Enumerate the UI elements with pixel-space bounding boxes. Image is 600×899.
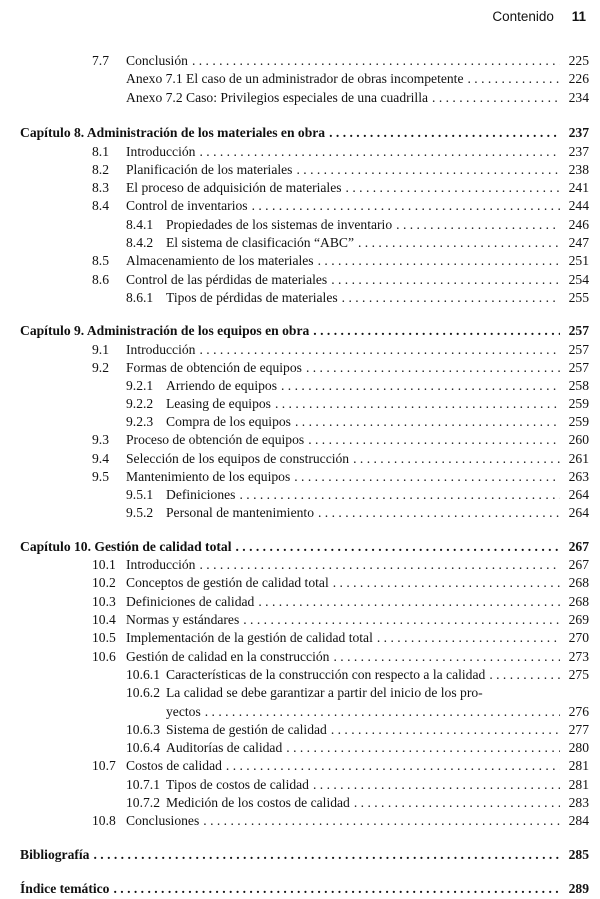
toc-entry-title: Gestión de calidad en la construcción [126, 649, 330, 664]
dot-leader [275, 395, 560, 413]
toc-entry-number: 10.6.1 [126, 667, 160, 682]
toc-entry [0, 197, 600, 215]
toc-entry [0, 377, 600, 395]
toc-entry [0, 468, 600, 486]
toc-entry-page: 259 [568, 414, 589, 429]
toc-entry-number: 10.6 [92, 649, 116, 664]
dot-leader [318, 252, 560, 270]
toc-entry-page: 257 [568, 360, 589, 375]
dot-leader [313, 776, 560, 794]
toc-entry-number: 8.2 [92, 162, 109, 177]
toc-entry-title: Planificación de los materiales [126, 162, 293, 177]
toc-entry [0, 179, 600, 197]
toc-entry [0, 666, 600, 684]
toc-entry-number: 8.3 [92, 180, 109, 195]
toc-entry-title: Introducción [126, 557, 196, 572]
dot-leader [286, 739, 560, 757]
toc-entry-number: 8.4 [92, 198, 109, 213]
toc-entry-title: Medición de los costos de calidad [166, 795, 350, 810]
dot-leader [199, 341, 560, 359]
dot-leader [346, 179, 560, 197]
toc-entry-page: 275 [568, 667, 589, 682]
toc-entry-title: Proceso de obtención de equipos [126, 432, 305, 447]
toc-entry [0, 431, 600, 449]
toc-entry-page: 261 [568, 451, 589, 466]
dot-leader [199, 143, 560, 161]
toc-chapter-entry [0, 538, 600, 556]
dot-leader [226, 757, 560, 775]
toc-entry-title: Leasing de equipos [166, 396, 271, 411]
toc-entry [0, 271, 600, 289]
toc-entry-number: 9.2.1 [126, 378, 154, 393]
toc-entry-page: 246 [568, 217, 589, 232]
dot-leader [342, 289, 560, 307]
toc-entry [0, 216, 600, 234]
toc-entry-page: 260 [568, 432, 589, 447]
toc-entry-page: 263 [568, 469, 589, 484]
toc-entry-page: 285 [568, 847, 589, 862]
toc-entry-title: Propiedades de los sistemas de inventario [166, 217, 393, 232]
dot-leader [239, 486, 560, 504]
toc-entry-title: Conceptos de gestión de calidad total [126, 575, 329, 590]
toc-entry [0, 450, 600, 468]
dot-leader [203, 812, 560, 830]
toc-entry-number: 9.3 [92, 432, 109, 447]
toc-entry-page: 226 [568, 71, 589, 86]
toc-entry-page: 225 [568, 53, 589, 68]
toc-entry [0, 721, 600, 739]
toc-entry-title: Definiciones de calidad [126, 594, 255, 609]
toc-entry [0, 574, 600, 592]
dot-leader [331, 271, 560, 289]
toc-entry-page: 281 [568, 777, 589, 792]
toc-entry-page: 270 [568, 630, 589, 645]
toc-entry-page: 237 [568, 144, 589, 159]
toc-entry-title: Conclusiones [126, 813, 200, 828]
toc-entry-title: Selección de los equipos de construcción [126, 451, 350, 466]
toc-entry-title: Índice temático [20, 881, 110, 896]
toc-entry-title: Formas de obtención de equipos [126, 360, 302, 375]
toc-entry-number: 10.6.2 [126, 685, 160, 700]
toc-entry [0, 648, 600, 666]
toc-entry-title: Implementación de la gestión de calidad total [126, 630, 373, 645]
toc-entry [0, 757, 600, 775]
toc-entry-number: 10.7.2 [126, 795, 160, 810]
toc-entry-title: Anexo 7.2 Caso: Privilegios especiales de una cuadrilla [126, 90, 429, 105]
dot-leader [192, 52, 560, 70]
toc-entry-number: 9.5.1 [126, 487, 154, 502]
dot-leader [294, 468, 560, 486]
dot-leader [489, 666, 560, 684]
dot-leader [252, 197, 560, 215]
toc-entry-title: Sistema de gestión de calidad [166, 722, 327, 737]
dot-leader [333, 648, 560, 666]
toc-entry-number: 10.4 [92, 612, 116, 627]
toc-entry-page: 244 [568, 198, 589, 213]
toc-entry-page: 276 [568, 704, 589, 719]
toc-entry-title: Tipos de pérdidas de materiales [166, 290, 338, 305]
toc-entry-number: 10.2 [92, 575, 116, 590]
dot-leader [331, 721, 560, 739]
toc-entry-title: El sistema de clasificación “ABC” [166, 235, 354, 250]
toc-chapter-entry [0, 846, 600, 864]
toc-entry-title: La calidad se debe garantizar a partir del inicio de los pro- [166, 685, 483, 700]
toc-entry-title: Capítulo 8. Administración de los materiales en obra [20, 125, 326, 140]
toc-entry-number: 9.2.2 [126, 396, 154, 411]
header-page-number: 11 [571, 9, 586, 24]
toc-entry [0, 70, 600, 88]
toc-entry [0, 234, 600, 252]
toc-entry-title: Auditorías de calidad [166, 740, 283, 755]
toc-entry-title: Características de la construcción con respecto a la calidad [166, 667, 486, 682]
toc-entry-number: 8.6 [92, 272, 109, 287]
toc-entry-title: Conclusión [126, 53, 188, 68]
toc-entry-number: 9.2 [92, 360, 109, 375]
dot-leader [313, 322, 560, 340]
toc-entry [0, 556, 600, 574]
dot-leader [113, 880, 560, 898]
toc-entry-number: 9.5 [92, 469, 109, 484]
dot-leader [258, 593, 560, 611]
toc-entry-title: Mantenimiento de los equipos [126, 469, 291, 484]
toc-entry-title: Introducción [126, 144, 196, 159]
toc-entry-number: 8.1 [92, 144, 109, 159]
toc-entry-number: 8.5 [92, 253, 109, 268]
toc-chapter-entry [0, 124, 600, 142]
dot-leader [432, 89, 560, 107]
toc-entry-page: 267 [568, 557, 589, 572]
toc-entry [0, 794, 600, 812]
toc-entry-page: 247 [568, 235, 589, 250]
toc-entry-number: 10.5 [92, 630, 116, 645]
dot-leader [329, 124, 560, 142]
toc-entry [0, 161, 600, 179]
toc-entry [0, 252, 600, 270]
toc-entry-page: 254 [568, 272, 589, 287]
toc-entry-number: 9.5.2 [126, 505, 154, 520]
toc-entry-number: 9.4 [92, 451, 109, 466]
dot-leader [318, 504, 560, 522]
toc-entry-page: 268 [568, 594, 589, 609]
toc-entry-title: Introducción [126, 342, 196, 357]
toc-entry-page: 258 [568, 378, 589, 393]
dot-leader [93, 846, 560, 864]
toc-entry-page: 241 [568, 180, 589, 195]
toc-entry-title: Normas y estándares [126, 612, 240, 627]
toc-entry-title: Almacenamiento de los materiales [126, 253, 314, 268]
toc-entry-page: 234 [568, 90, 589, 105]
toc-entry-number: 10.3 [92, 594, 116, 609]
toc-entry-title: Anexo 7.1 El caso de un administrador de obras incompetente [126, 71, 464, 86]
toc-entry [0, 395, 600, 413]
toc-entry [0, 739, 600, 757]
toc-entry-page: 277 [568, 722, 589, 737]
toc-entry-page: 273 [568, 649, 589, 664]
toc-entry-number: 8.6.1 [126, 290, 154, 305]
toc-entry [0, 629, 600, 647]
toc-entry-number: 10.7 [92, 758, 116, 773]
dot-leader [333, 574, 560, 592]
dot-leader [396, 216, 560, 234]
toc-entry-page: 238 [568, 162, 589, 177]
toc-entry-title: Capítulo 9. Administración de los equipos en obra [20, 323, 310, 338]
toc-entry-title: Control de las pérdidas de materiales [126, 272, 328, 287]
toc-entry-page: 251 [568, 253, 589, 268]
toc-entry-page: 289 [568, 881, 589, 896]
dot-leader [205, 703, 560, 721]
dot-leader [353, 450, 560, 468]
toc-entry-number: 9.1 [92, 342, 109, 357]
dot-leader [281, 377, 560, 395]
toc-chapter-entry [0, 880, 600, 898]
toc-entry-number: 8.4.1 [126, 217, 154, 232]
dot-leader [235, 538, 560, 556]
toc-entry-title: Capítulo 10. Gestión de calidad total [20, 539, 232, 554]
toc-entry-page: 268 [568, 575, 589, 590]
toc-entry-page: 267 [568, 539, 589, 554]
toc-entry-number: 7.7 [92, 53, 109, 68]
toc-entry-title: Costos de calidad [126, 758, 222, 773]
toc-entry [0, 289, 600, 307]
toc-entry-page: 284 [568, 813, 589, 828]
toc-entry [0, 703, 600, 721]
toc-entry-title: El proceso de adquisición de materiales [126, 180, 342, 195]
toc-entry [0, 684, 600, 702]
toc-entry-title: Bibliografía [20, 847, 90, 862]
toc-entry-title: Tipos de costos de calidad [166, 777, 309, 792]
dot-leader [243, 611, 560, 629]
toc-entry-number: 10.1 [92, 557, 116, 572]
toc-entry-title: Control de inventarios [126, 198, 248, 213]
toc-entry-number: 10.6.3 [126, 722, 160, 737]
toc-entry-number: 10.6.4 [126, 740, 160, 755]
dot-leader [354, 794, 560, 812]
toc-entry-page: 283 [568, 795, 589, 810]
toc-entry-title: Personal de mantenimiento [166, 505, 314, 520]
toc-entry [0, 341, 600, 359]
toc-entry-page: 281 [568, 758, 589, 773]
toc-entry-page: 264 [568, 505, 589, 520]
toc-chapter-entry [0, 322, 600, 340]
running-header [492, 9, 586, 24]
toc-entry [0, 812, 600, 830]
toc-entry-number: 10.8 [92, 813, 116, 828]
toc-entry-page: 255 [568, 290, 589, 305]
toc-entry-number: 9.2.3 [126, 414, 154, 429]
toc-entry [0, 413, 600, 431]
toc-entry [0, 593, 600, 611]
dot-leader [296, 161, 560, 179]
dot-leader [295, 413, 560, 431]
dot-leader [308, 431, 560, 449]
toc-entry-title: Definiciones [166, 487, 236, 502]
toc-entry-number: 10.7.1 [126, 777, 160, 792]
toc-entry-title: Compra de los equipos [166, 414, 291, 429]
toc-entry [0, 611, 600, 629]
toc-entry-page: 259 [568, 396, 589, 411]
dot-leader [358, 234, 560, 252]
toc-entry [0, 776, 600, 794]
dot-leader [199, 556, 560, 574]
header-title: Contenido [492, 9, 554, 24]
dot-leader [306, 359, 560, 377]
toc-entry-page: 264 [568, 487, 589, 502]
dot-leader [377, 629, 560, 647]
toc-entry-page: 257 [568, 323, 589, 338]
toc-entry [0, 89, 600, 107]
toc-entry-page: 269 [568, 612, 589, 627]
toc-entry-title: Arriendo de equipos [166, 378, 277, 393]
toc-entry-page: 280 [568, 740, 589, 755]
toc-entry-number: 8.4.2 [126, 235, 154, 250]
toc-entry-title: yectos [166, 704, 201, 719]
toc-entry [0, 504, 600, 522]
toc-entry [0, 52, 600, 70]
dot-leader [467, 70, 560, 88]
toc-entry [0, 143, 600, 161]
toc-entry-page: 257 [568, 342, 589, 357]
toc-entry-page: 237 [568, 125, 589, 140]
toc-entry [0, 359, 600, 377]
toc-entry [0, 486, 600, 504]
